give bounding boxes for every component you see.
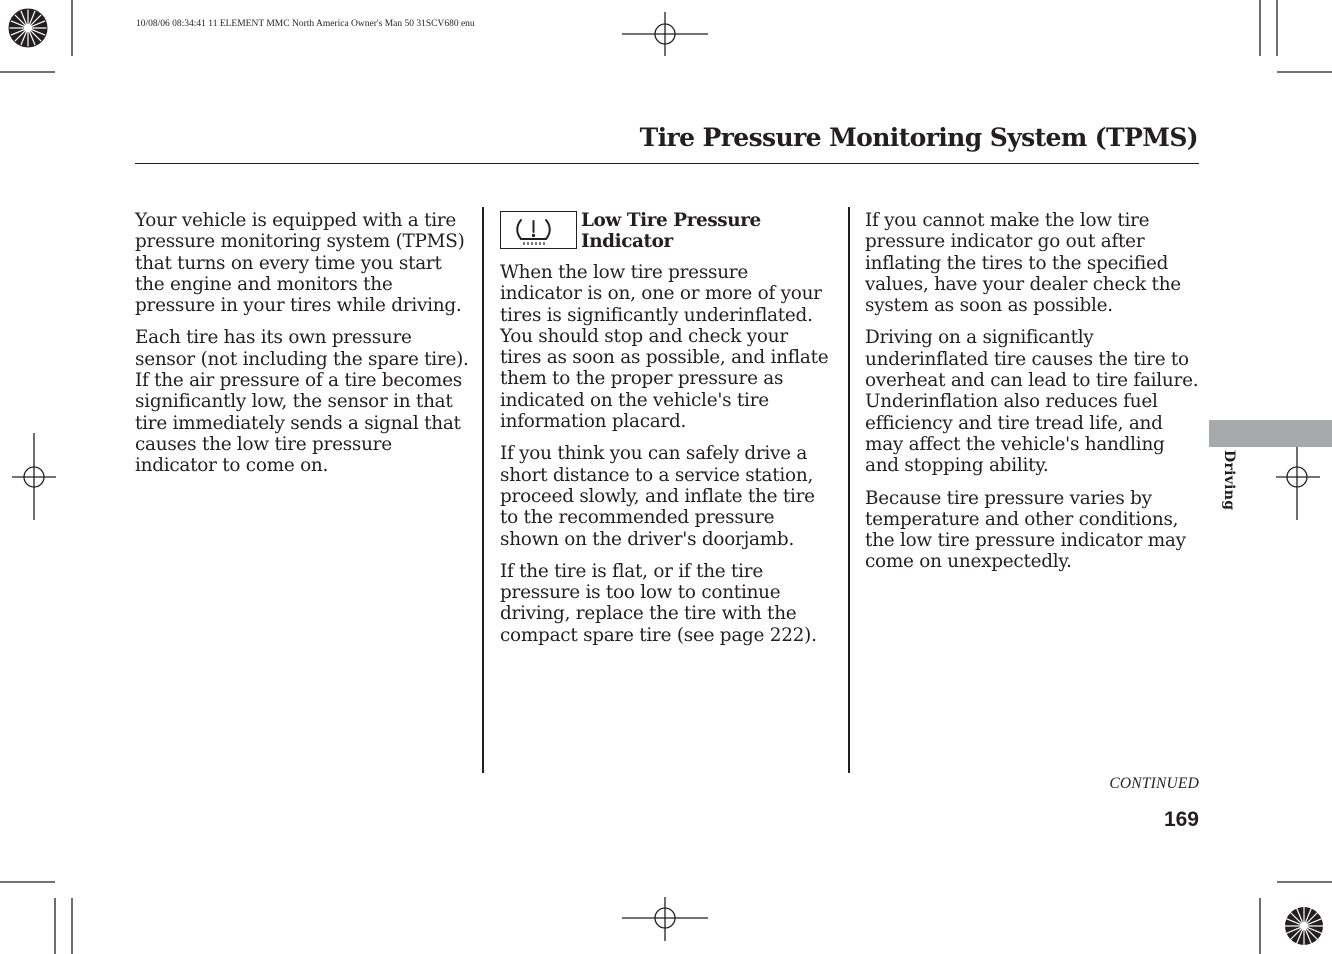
column-divider bbox=[482, 207, 484, 773]
body-paragraph: Your vehicle is equipped with a tire pressure monitoring system (TPMS) that turns on every time you start the engine and monitors the pressure in your tires while driving. bbox=[135, 210, 465, 317]
body-paragraph: If you cannot make the low tire pressure indicator go out after inflating the tires to the specified values, have your dealer check the system as soon as possible. bbox=[865, 210, 1181, 317]
printer-slug: 10/08/06 08:34:41 11 ELEMENT MMC North America Owner's Man 50 31SCV680 enu bbox=[136, 19, 475, 29]
title-rule bbox=[135, 163, 1199, 164]
left-column bbox=[135, 210, 475, 488]
low-tire-pressure-icon bbox=[501, 212, 575, 247]
body-paragraph: When the low tire pressure indicator is on, one or more of your tires is significantly underinflated. You should stop and check your tires as soon as possible, and inflate them to the proper pressure as indicated on the vehicle's tire information placard. bbox=[500, 262, 829, 433]
column-divider bbox=[848, 207, 850, 773]
body-paragraph: If the tire is flat, or if the tire pressure is too low to continue driving, replace the tire with the compact spare tire (see page 222). bbox=[500, 560, 817, 646]
body-paragraph: Each tire has its own pressure sensor (not including the spare tire). If the air pressure of a tire becomes significantly low, the sensor in that tire immediately sends a signal that causes the low tire pressure indicator to come on. bbox=[135, 327, 469, 477]
page-title: Tire Pressure Monitoring System (TPMS) bbox=[639, 123, 1198, 152]
indicator-icon-box bbox=[500, 211, 577, 249]
body-paragraph: Driving on a significantly underinflated tire causes the tire to overheat and can lead to tire failure. Underinflation also reduces fuel efficiency and tire tread life, and may affect the vehicle's handling and stopping ability. bbox=[865, 327, 1199, 477]
body-paragraph: If you think you can safely drive a short distance to a service station, proceed slowly, and inflate the tire to the recommended pressure shown on the driver's doorjamb. bbox=[500, 443, 815, 550]
middle-column bbox=[500, 262, 834, 657]
section-tab bbox=[1209, 420, 1332, 447]
starburst-mark-top-left bbox=[9, 9, 47, 47]
starburst-mark-bottom-right bbox=[1285, 907, 1323, 945]
continued-label: CONTINUED bbox=[1109, 775, 1199, 792]
indicator-heading: Low Tire Pressure Indicator bbox=[581, 210, 761, 252]
body-paragraph: Because tire pressure varies by temperature and other conditions, the low tire pressure indicator may come on unexpectedly. bbox=[865, 487, 1186, 573]
page-number: 169 bbox=[1163, 808, 1199, 831]
section-tab-label: Driving bbox=[1221, 450, 1237, 511]
right-column bbox=[865, 210, 1200, 584]
